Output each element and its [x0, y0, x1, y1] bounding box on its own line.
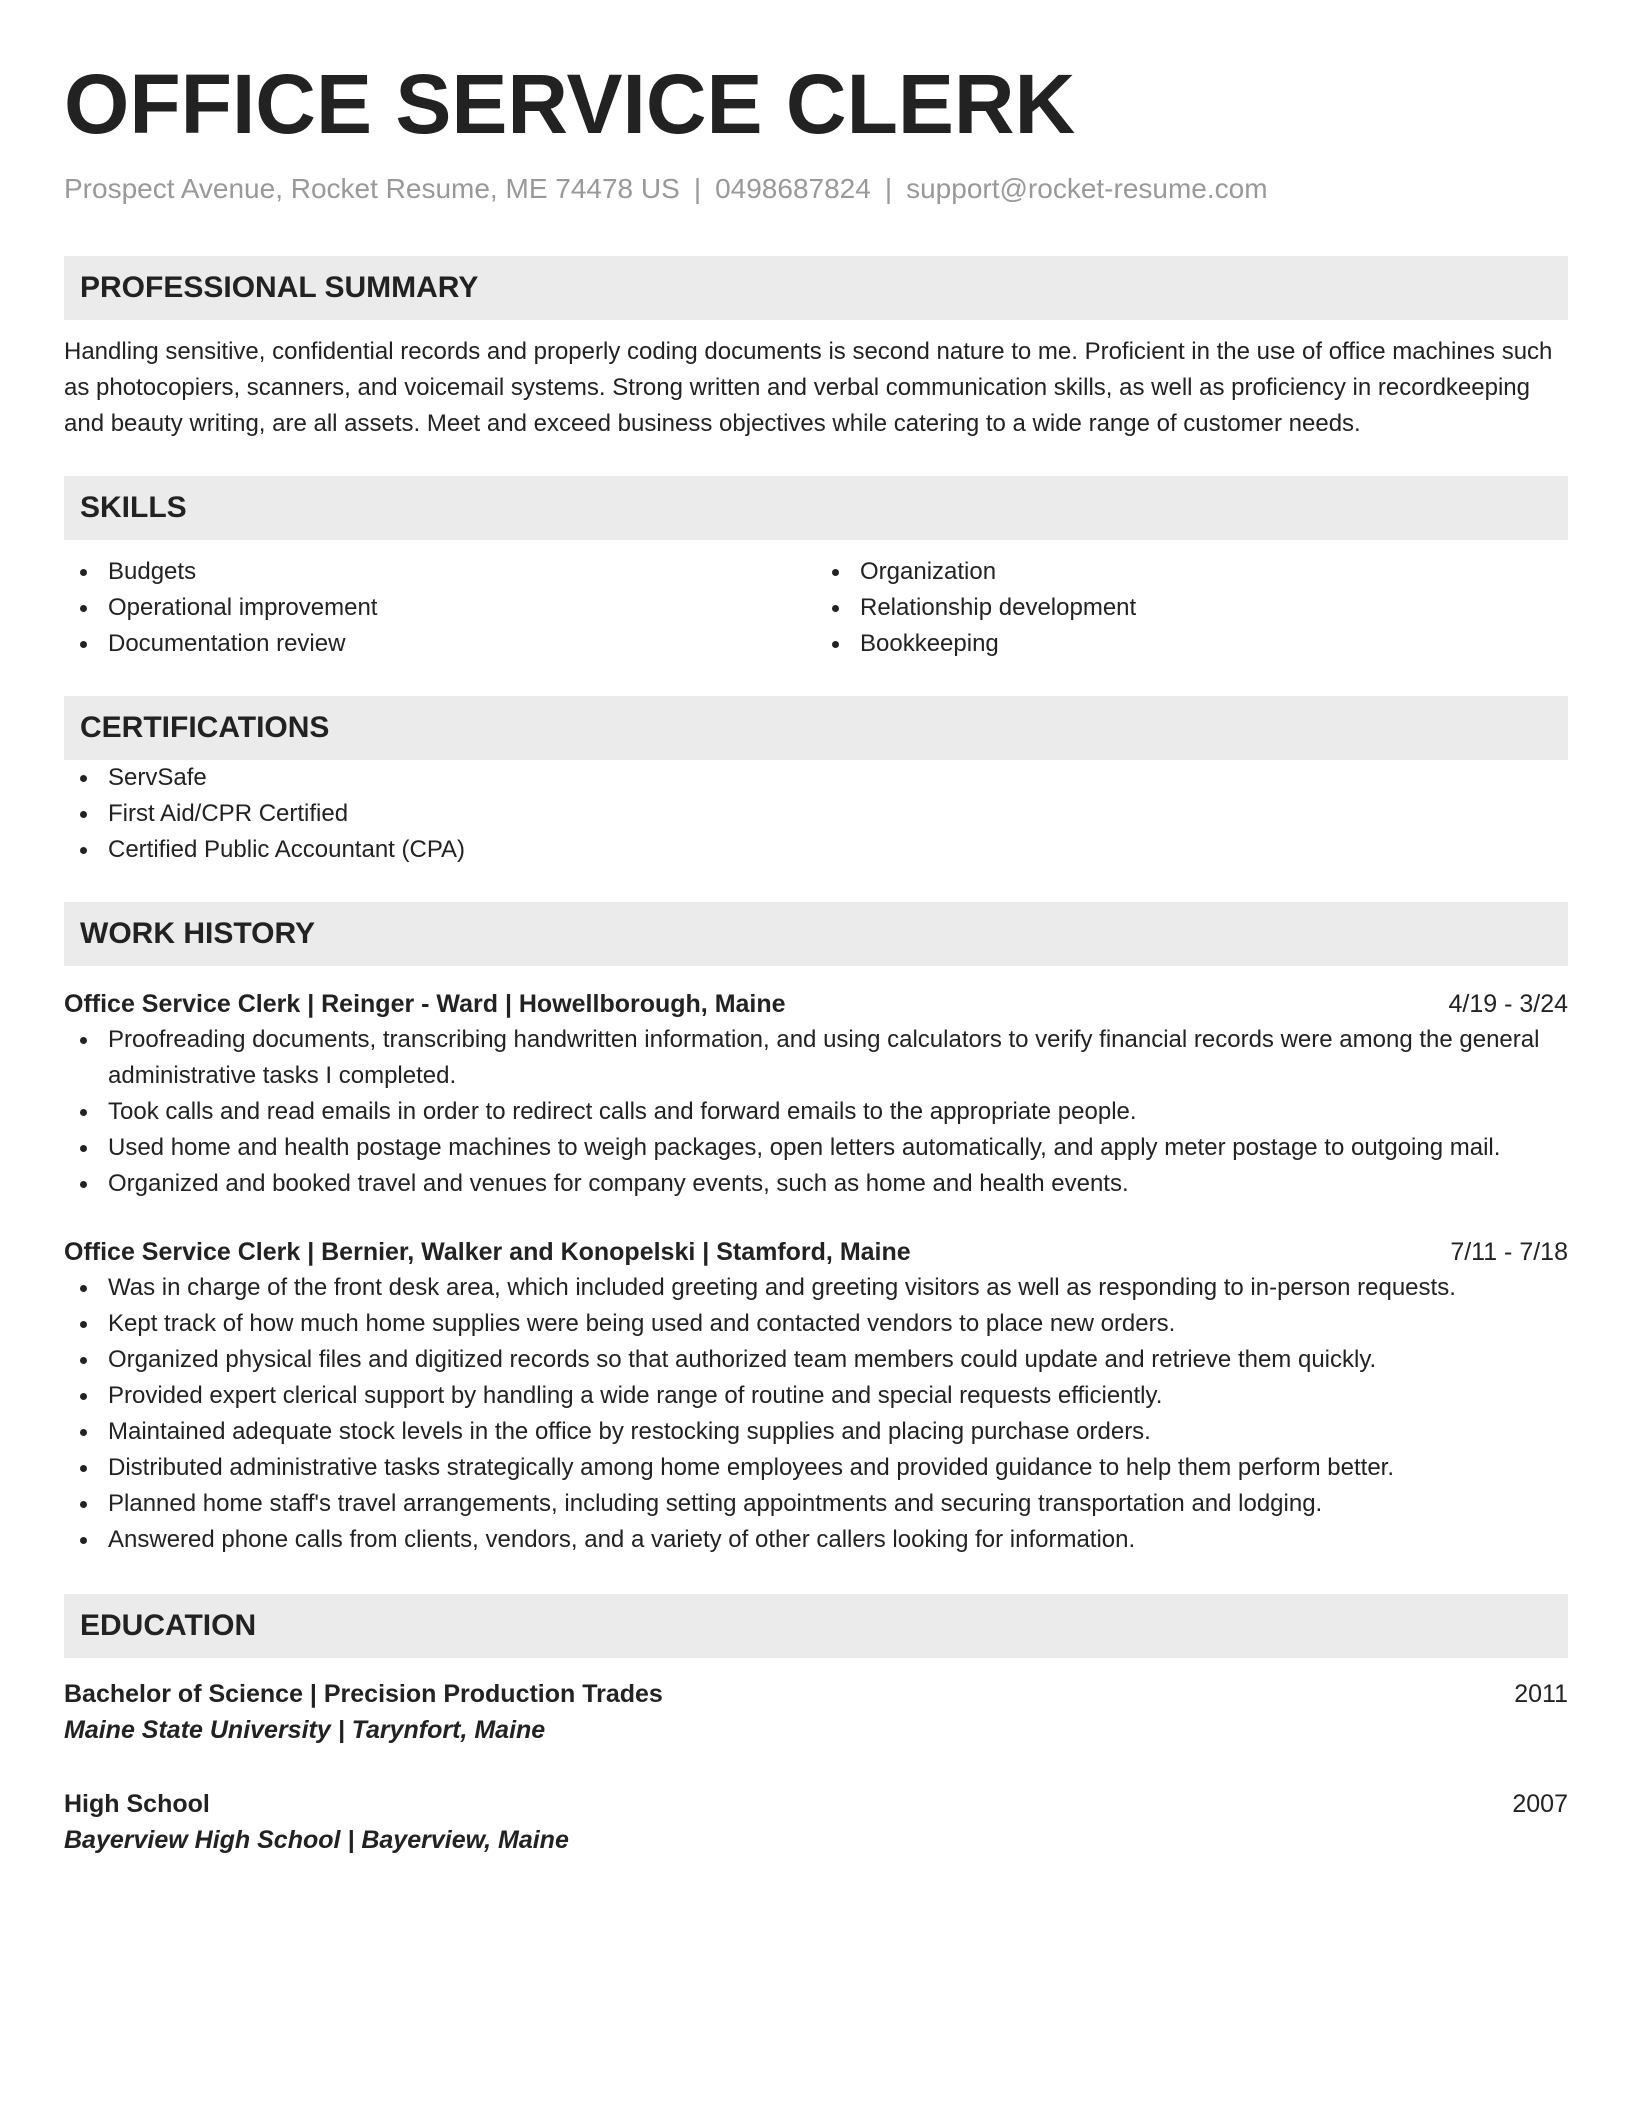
skills-list-left [64, 554, 816, 662]
contact-separator: | [693, 173, 702, 204]
certification-item: First Aid/CPR Certified [64, 796, 1568, 832]
contact-email: support@rocket-resume.com [906, 173, 1268, 204]
education-entry [64, 1676, 1568, 1748]
job-bullet: Maintained adequate stock levels in the office by restocking supplies and placing purchase orders. [64, 1414, 1568, 1450]
certification-item: ServSafe [64, 760, 1568, 796]
section-heading-education: EDUCATION [64, 1594, 1568, 1658]
job-bullet: Kept track of how much home supplies were being used and contacted vendors to place new orders. [64, 1306, 1568, 1342]
skill-item: Budgets [64, 554, 816, 590]
job-bullet: Distributed administrative tasks strategically among home employees and provided guidance to help them perform better. [64, 1450, 1568, 1486]
education-degree: Bachelor of Science | Precision Production Trades [64, 1680, 663, 1708]
education-year: 2011 [1514, 1680, 1568, 1708]
job-bullet: Planned home staff's travel arrangements, including setting appointments and securing transportation and lodging. [64, 1486, 1568, 1522]
job-dates: 4/19 - 3/24 [1448, 990, 1568, 1018]
job-bullet: Used home and health postage machines to weigh packages, open letters automatically, and apply meter postage to outgoing mail. [64, 1130, 1568, 1166]
job-bullet: Organized physical files and digitized records so that authorized team members could update and retrieve them quickly. [64, 1342, 1568, 1378]
job-header [64, 986, 1568, 1022]
job-dates: 7/11 - 7/18 [1450, 1238, 1568, 1266]
education-header [64, 1676, 1568, 1712]
section-heading-certifications: CERTIFICATIONS [64, 696, 1568, 760]
skill-item: Relationship development [816, 590, 1568, 626]
certification-item: Certified Public Accountant (CPA) [64, 832, 1568, 868]
skill-item: Documentation review [64, 626, 816, 662]
summary-text: Handling sensitive, confidential records and properly coding documents is second nature to me. Proficient in the use of office machines such as photocopiers, scanners, and voicemail systems. Strong written and verbal communication skills, as well as proficiency in recordkeeping and beauty writing, are all assets. Meet and exceed business objectives while catering to a wide range of customer needs. [64, 338, 1553, 437]
contact-line [64, 172, 1568, 206]
job-bullet: Was in charge of the front desk area, which included greeting and greeting visitors as well as responding to in-person requests. [64, 1270, 1568, 1306]
job-title: Office Service Clerk | Bernier, Walker and Konopelski | Stamford, Maine [64, 1238, 911, 1266]
section-heading-summary: PROFESSIONAL SUMMARY [64, 256, 1568, 320]
candidate-name: OFFICE SERVICE CLERK [64, 57, 1076, 151]
job-bullet: Answered phone calls from clients, vendors, and a variety of other callers looking for information. [64, 1522, 1568, 1558]
job-entry [64, 986, 1568, 1202]
skills-column-right [816, 554, 1568, 662]
contact-address: Prospect Avenue, Rocket Resume, ME 74478 US [64, 173, 680, 204]
job-entry [64, 1234, 1568, 1558]
skill-item: Operational improvement [64, 590, 816, 626]
job-bullets [64, 1270, 1568, 1558]
job-bullet: Organized and booked travel and venues for company events, such as home and health events. [64, 1166, 1568, 1202]
job-bullet: Took calls and read emails in order to redirect calls and forward emails to the appropriate people. [64, 1094, 1568, 1130]
education-degree: High School [64, 1790, 210, 1818]
education-school: Bayerview High School | Bayerview, Maine [64, 1826, 569, 1854]
education-header [64, 1786, 1568, 1822]
contact-separator: | [884, 173, 893, 204]
job-bullets [64, 1022, 1568, 1202]
contact-phone: 0498687824 [715, 173, 871, 204]
education-school: Maine State University | Tarynfort, Maine [64, 1716, 546, 1744]
education-year: 2007 [1512, 1790, 1568, 1818]
education-entry [64, 1786, 1568, 1858]
skills-list-right [816, 554, 1568, 662]
job-bullet: Provided expert clerical support by handling a wide range of routine and special requests efficiently. [64, 1378, 1568, 1414]
section-heading-skills: SKILLS [64, 476, 1568, 540]
skill-item: Bookkeeping [816, 626, 1568, 662]
certifications-list [64, 760, 1568, 868]
skills-grid [64, 554, 1568, 662]
job-title: Office Service Clerk | Reinger - Ward | Howellborough, Maine [64, 990, 786, 1018]
skills-column-left [64, 554, 816, 662]
job-header [64, 1234, 1568, 1270]
section-heading-work-history: WORK HISTORY [64, 902, 1568, 966]
job-bullet: Proofreading documents, transcribing handwritten information, and using calculators to verify financial records were among the general administrative tasks I completed. [64, 1022, 1568, 1094]
skill-item: Organization [816, 554, 1568, 590]
